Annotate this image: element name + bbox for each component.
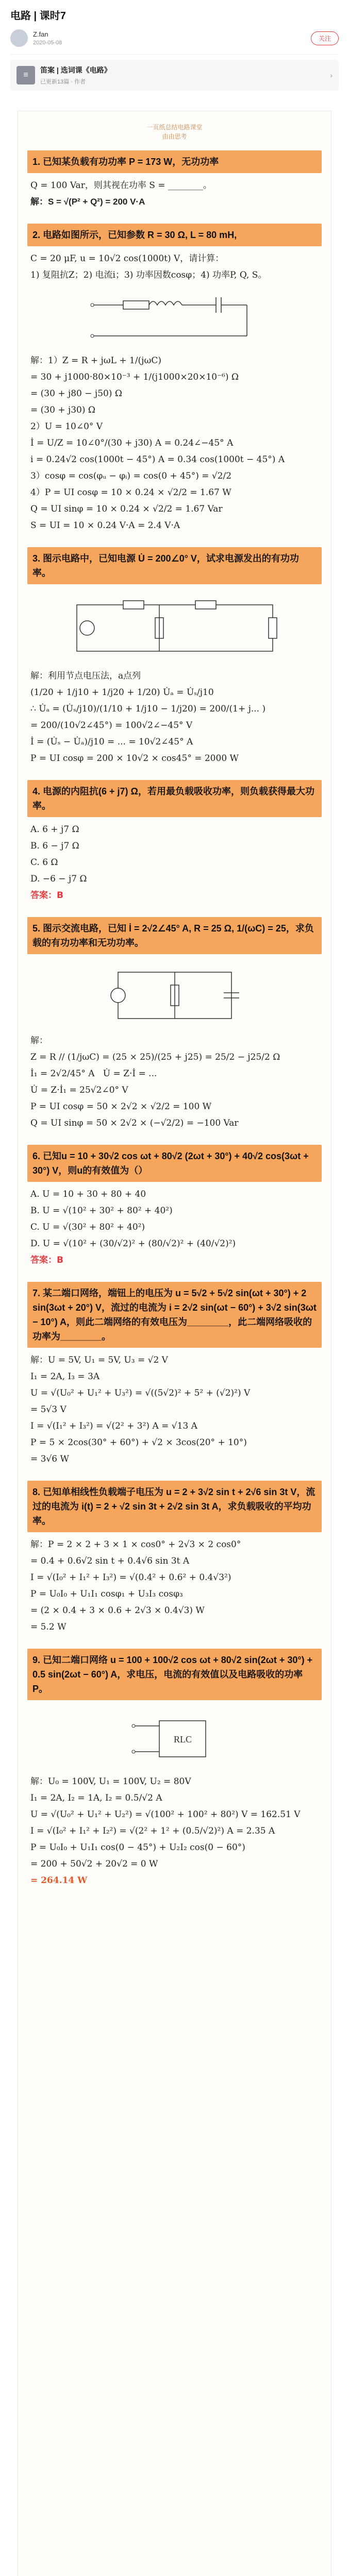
solution-line: İ = (U̇ₛ − U̇ₐ)/j10 = ... = 10√2∠45° A bbox=[30, 737, 193, 747]
question-heading: 7. 某二端口网络，端钮上的电压为 u = 5√2 + 5√2 sin(ωt + 30°) + 2 sin(3ωt + 20°) V，流过的电流为 i = 2√2 sin(ωt − 60°) + 3√2 sin(3ωt − 10°) A，则此二端网络的有效电压为________，此二端网络吸收的功率为________。 bbox=[27, 1282, 322, 1348]
question-2 bbox=[27, 224, 322, 534]
question-4 bbox=[27, 780, 322, 904]
solution-line: = 0.4 + 0.6√2 sin t + 0.4√6 sin 3t A bbox=[30, 1556, 190, 1566]
question-heading: 3. 图示电路中，已知电源 U̇ = 200∠0° V，试求电源发出的有功功率。 bbox=[27, 547, 322, 584]
question-body bbox=[27, 584, 322, 767]
option-line: A. U = 10 + 30 + 80 + 40 bbox=[30, 1189, 146, 1199]
answer-line: 答案：B bbox=[30, 1255, 63, 1265]
solution-line: 解： bbox=[30, 1036, 48, 1046]
article-header bbox=[0, 0, 349, 108]
question-heading: 4. 电源的内阻抗(6 + j7) Ω，若用最负载吸收功率，则负载获得最大功率。 bbox=[27, 780, 322, 817]
solution-line: I = √(I₀² + I₁² + I₂²) = √(2² + 1² + (0.5/√2)²) A = 2.35 A bbox=[30, 1826, 275, 1836]
question-body bbox=[27, 1348, 322, 1467]
solution-line: = (30 + j30) Ω bbox=[30, 405, 95, 415]
solution-line: Z = R // (1/jωC) = (25 × 25)/(25 + j25) = 25/2 − j25/2 Ω bbox=[30, 1052, 280, 1062]
solution-line: P = UI cosφ = 50 × 2√2 × √2/2 = 100 W bbox=[30, 1101, 212, 1112]
question-body bbox=[27, 173, 322, 210]
banner-line: 一页纸总结电路课堂 bbox=[146, 124, 203, 131]
banner-line: 由由思考 bbox=[162, 133, 187, 140]
question-body bbox=[27, 817, 322, 904]
collection-title: 笛案 | 选词课《电路》 bbox=[40, 66, 111, 74]
solution-line: 3）cosφ = cos(φᵤ − φᵢ) = cos(0 + 45°) = √2/2 bbox=[30, 471, 232, 481]
solution-line: Q = UI sinφ = 10 × 0.24 × √2/2 = 1.67 Var bbox=[30, 504, 223, 514]
author-avatar[interactable] bbox=[10, 29, 28, 47]
question-body bbox=[27, 1182, 322, 1268]
solution-line: = (2 × 0.4 + 3 × 0.6 + 2√3 × 0.4√3) W bbox=[30, 1605, 205, 1616]
solution-line: = (30 + j80 − j50) Ω bbox=[30, 388, 122, 399]
collection-info bbox=[40, 65, 111, 86]
question-heading: 2. 电路如图所示，已知参数 R = 30 Ω, L = 80 mH, bbox=[27, 224, 322, 246]
post-date: 2020-05-08 bbox=[33, 40, 62, 46]
question-body bbox=[27, 1532, 322, 1635]
question-heading: 8. 已知单相线性负载端子电压为 u = 2 + 3√2 sin t + 2√6 sin 3t V，流过的电流为 i(t) = 2 + √2 sin 3t + 2√2 sin 3t A，求负载吸收的平均功率。 bbox=[27, 1481, 322, 1532]
option-line: B. 6 − j7 Ω bbox=[30, 841, 79, 851]
solution-line: i = 0.24√2 cos(1000t − 45°) A = 0.34 cos(1000t − 45°) A bbox=[30, 454, 285, 465]
answer-line: 解：S = √(P² + Q²) = 200 V·A bbox=[30, 197, 145, 207]
answer-line: = 264.14 W bbox=[30, 1875, 88, 1886]
solution-line: = 5√3 V bbox=[30, 1404, 67, 1415]
solution-line: = 3√6 W bbox=[30, 1454, 69, 1464]
question-heading: 1. 已知某负载有功功率 P = 173 W，无功功率 bbox=[27, 150, 322, 173]
solution-line: 解：U₀ = 100V, U₁ = 100V, U₂ = 80V bbox=[30, 1776, 191, 1787]
solution-line: ∴ U̇ₐ = (U̇ₛ/j10)/(1/10 + 1/j10 − 1/j20) = 200/(1+ j... ) bbox=[30, 704, 266, 714]
question-body bbox=[27, 246, 322, 534]
solution-line: I₁ = 2A, I₃ = 3A bbox=[30, 1371, 100, 1382]
option-line: C. 6 Ω bbox=[30, 857, 58, 868]
question-body bbox=[27, 1700, 322, 1889]
collection-card[interactable] bbox=[10, 60, 339, 91]
solution-line: 解：1）Z = R + jωL + 1/(jωC) bbox=[30, 355, 161, 366]
node-voltage-circuit-diagram bbox=[67, 595, 283, 662]
solution-line: P = U₀I₀ + U₁I₁ cos(0 − 45°) + U₂I₂ cos(0 − 60°) bbox=[30, 1842, 245, 1853]
solution-line: I = √(I₀² + I₁² + I₃²) = √(0.4² + 0.6² + 0.4√3²) bbox=[30, 1572, 231, 1583]
notes-paper bbox=[18, 111, 331, 2576]
question-line: 1) 复阻抗Z；2) 电流i；3) 功率因数cosφ；4) 功率P, Q, S。 bbox=[30, 270, 267, 280]
header-divider bbox=[10, 54, 339, 55]
solution-line: = 5.2 W bbox=[30, 1622, 67, 1632]
solution-line: U = √(U₀² + U₁² + U₂²) = √(100² + 100² + 80²) V = 162.51 V bbox=[30, 1809, 301, 1820]
follow-button[interactable]: 关注 bbox=[311, 31, 339, 45]
notes-banner bbox=[27, 123, 322, 141]
collection-icon: ≡ bbox=[16, 66, 35, 84]
solution-line: = 200 + 50√2 + 20√2 = 0 W bbox=[30, 1859, 158, 1869]
solution-line: 解：利用节点电压法，a点列 bbox=[30, 671, 141, 681]
solution-line: 4）P = UI cosφ = 10 × 0.24 × √2/2 = 1.67 W bbox=[30, 487, 231, 498]
solution-line: = 200/(10√2∠45°) = 100√2∠−45° V bbox=[30, 720, 193, 731]
solution-line: S = UI = 10 × 0.24 V·A = 2.4 V·A bbox=[30, 520, 180, 531]
solution-line: (1/20 + 1/j10 + 1/j20 + 1/20) U̇ₐ = U̇ₛ/j10 bbox=[30, 687, 214, 698]
question-line: Q = 100 Var，则其视在功率 S = ________。 bbox=[30, 180, 212, 191]
solution-line: U̇ = Z·İ₁ = 25√2∠0° V bbox=[30, 1085, 128, 1095]
question-1 bbox=[27, 150, 322, 210]
author-meta bbox=[33, 30, 62, 46]
solution-line: Q = UI sinφ = 50 × 2√2 × (−√2/2) = −100 Var bbox=[30, 1118, 239, 1128]
question-body bbox=[27, 954, 322, 1131]
question-9 bbox=[27, 1649, 322, 1889]
option-line: B. U = √(10² + 30² + 80² + 40²) bbox=[30, 1206, 173, 1216]
article-title: 电路 | 课时7 bbox=[10, 10, 66, 22]
solution-line: = 30 + j1000·80×10⁻³ + 1/(j1000×20×10⁻⁶) Ω bbox=[30, 372, 239, 382]
question-heading: 5. 图示交流电路，已知 İ = 2√2∠45° A, R = 25 Ω, 1/(ωC) = 25，求负载的有功功率和无功功率。 bbox=[27, 917, 322, 954]
solution-line: P = UI cosφ = 200 × 10√2 × cos45° = 2000 W bbox=[30, 753, 239, 764]
question-7 bbox=[27, 1282, 322, 1467]
option-line: D. U = √(10² + (30/√2)² + (80/√2)² + (40/√2)²) bbox=[30, 1239, 236, 1249]
author-row bbox=[10, 29, 339, 47]
solution-line: 解：P = 2 × 2 + 3 × 1 × cos0° + 2√3 × 2 cos0° bbox=[30, 1539, 241, 1550]
solution-line: İ = U/Z = 10∠0°/(30 + j30) A = 0.24∠−45° A bbox=[30, 438, 234, 448]
chevron-right-icon: › bbox=[330, 71, 333, 79]
solution-line: I = √(I₁² + I₃²) = √(2² + 3²) A = √13 A bbox=[30, 1421, 197, 1431]
collection-subtitle: 已更新13篇 · 作者 bbox=[40, 79, 86, 85]
question-6 bbox=[27, 1145, 322, 1268]
question-heading: 9. 已知二端口网络 u = 100 + 100√2 cos ωt + 80√2 sin(2ωt + 30°) + 0.5 sin(2ωt − 60°) A，求电压，电流的有效值以及电路吸收的功率P。 bbox=[27, 1649, 322, 1700]
question-3 bbox=[27, 547, 322, 767]
solution-line: İ₁ = 2√2/45° A U̇ = Z·İ = ... bbox=[30, 1069, 157, 1079]
rlc-box-diagram bbox=[123, 1710, 226, 1767]
solution-line: I₁ = 2A, I₂ = 1A, I₂ = 0.5/√2 A bbox=[30, 1793, 162, 1803]
solution-line: P = 5 × 2cos(30° + 60°) + √2 × 3cos(20° + 10°) bbox=[30, 1437, 247, 1448]
option-line: C. U = √(30² + 80² + 40²) bbox=[30, 1222, 145, 1232]
answer-line: 答案：B bbox=[30, 890, 63, 901]
rlc-series-circuit-diagram bbox=[82, 290, 268, 346]
author-name[interactable]: Z.fan bbox=[33, 30, 48, 38]
solution-line: 解：U = 5V, U₁ = 5V, U₃ = √2 V bbox=[30, 1355, 168, 1365]
svg-text:RLC: RLC bbox=[173, 1734, 192, 1744]
solution-line: 2）U = 10∠0° V bbox=[30, 421, 103, 432]
option-line: A. 6 + j7 Ω bbox=[30, 824, 79, 835]
solution-line: P = U₀I₀ + U₁I₁ cosφ₁ + U₃I₃ cosφ₃ bbox=[30, 1589, 183, 1599]
rc-parallel-circuit-diagram bbox=[108, 964, 242, 1026]
question-line: C = 20 μF, u = 10√2 cos(1000t) V，请计算： bbox=[30, 253, 224, 264]
option-line: D. −6 − j7 Ω bbox=[30, 874, 87, 884]
question-5 bbox=[27, 917, 322, 1131]
question-8 bbox=[27, 1481, 322, 1635]
question-heading: 6. 已知u = 10 + 30√2 cos ωt + 80√2 (2ωt + 30°) + 40√2 cos(3ωt + 30°) V，则u的有效值为（） bbox=[27, 1145, 322, 1182]
solution-line: U = √(U₀² + U₁² + U₃²) = √((5√2)² + 5² + (√2)²) V bbox=[30, 1388, 251, 1398]
